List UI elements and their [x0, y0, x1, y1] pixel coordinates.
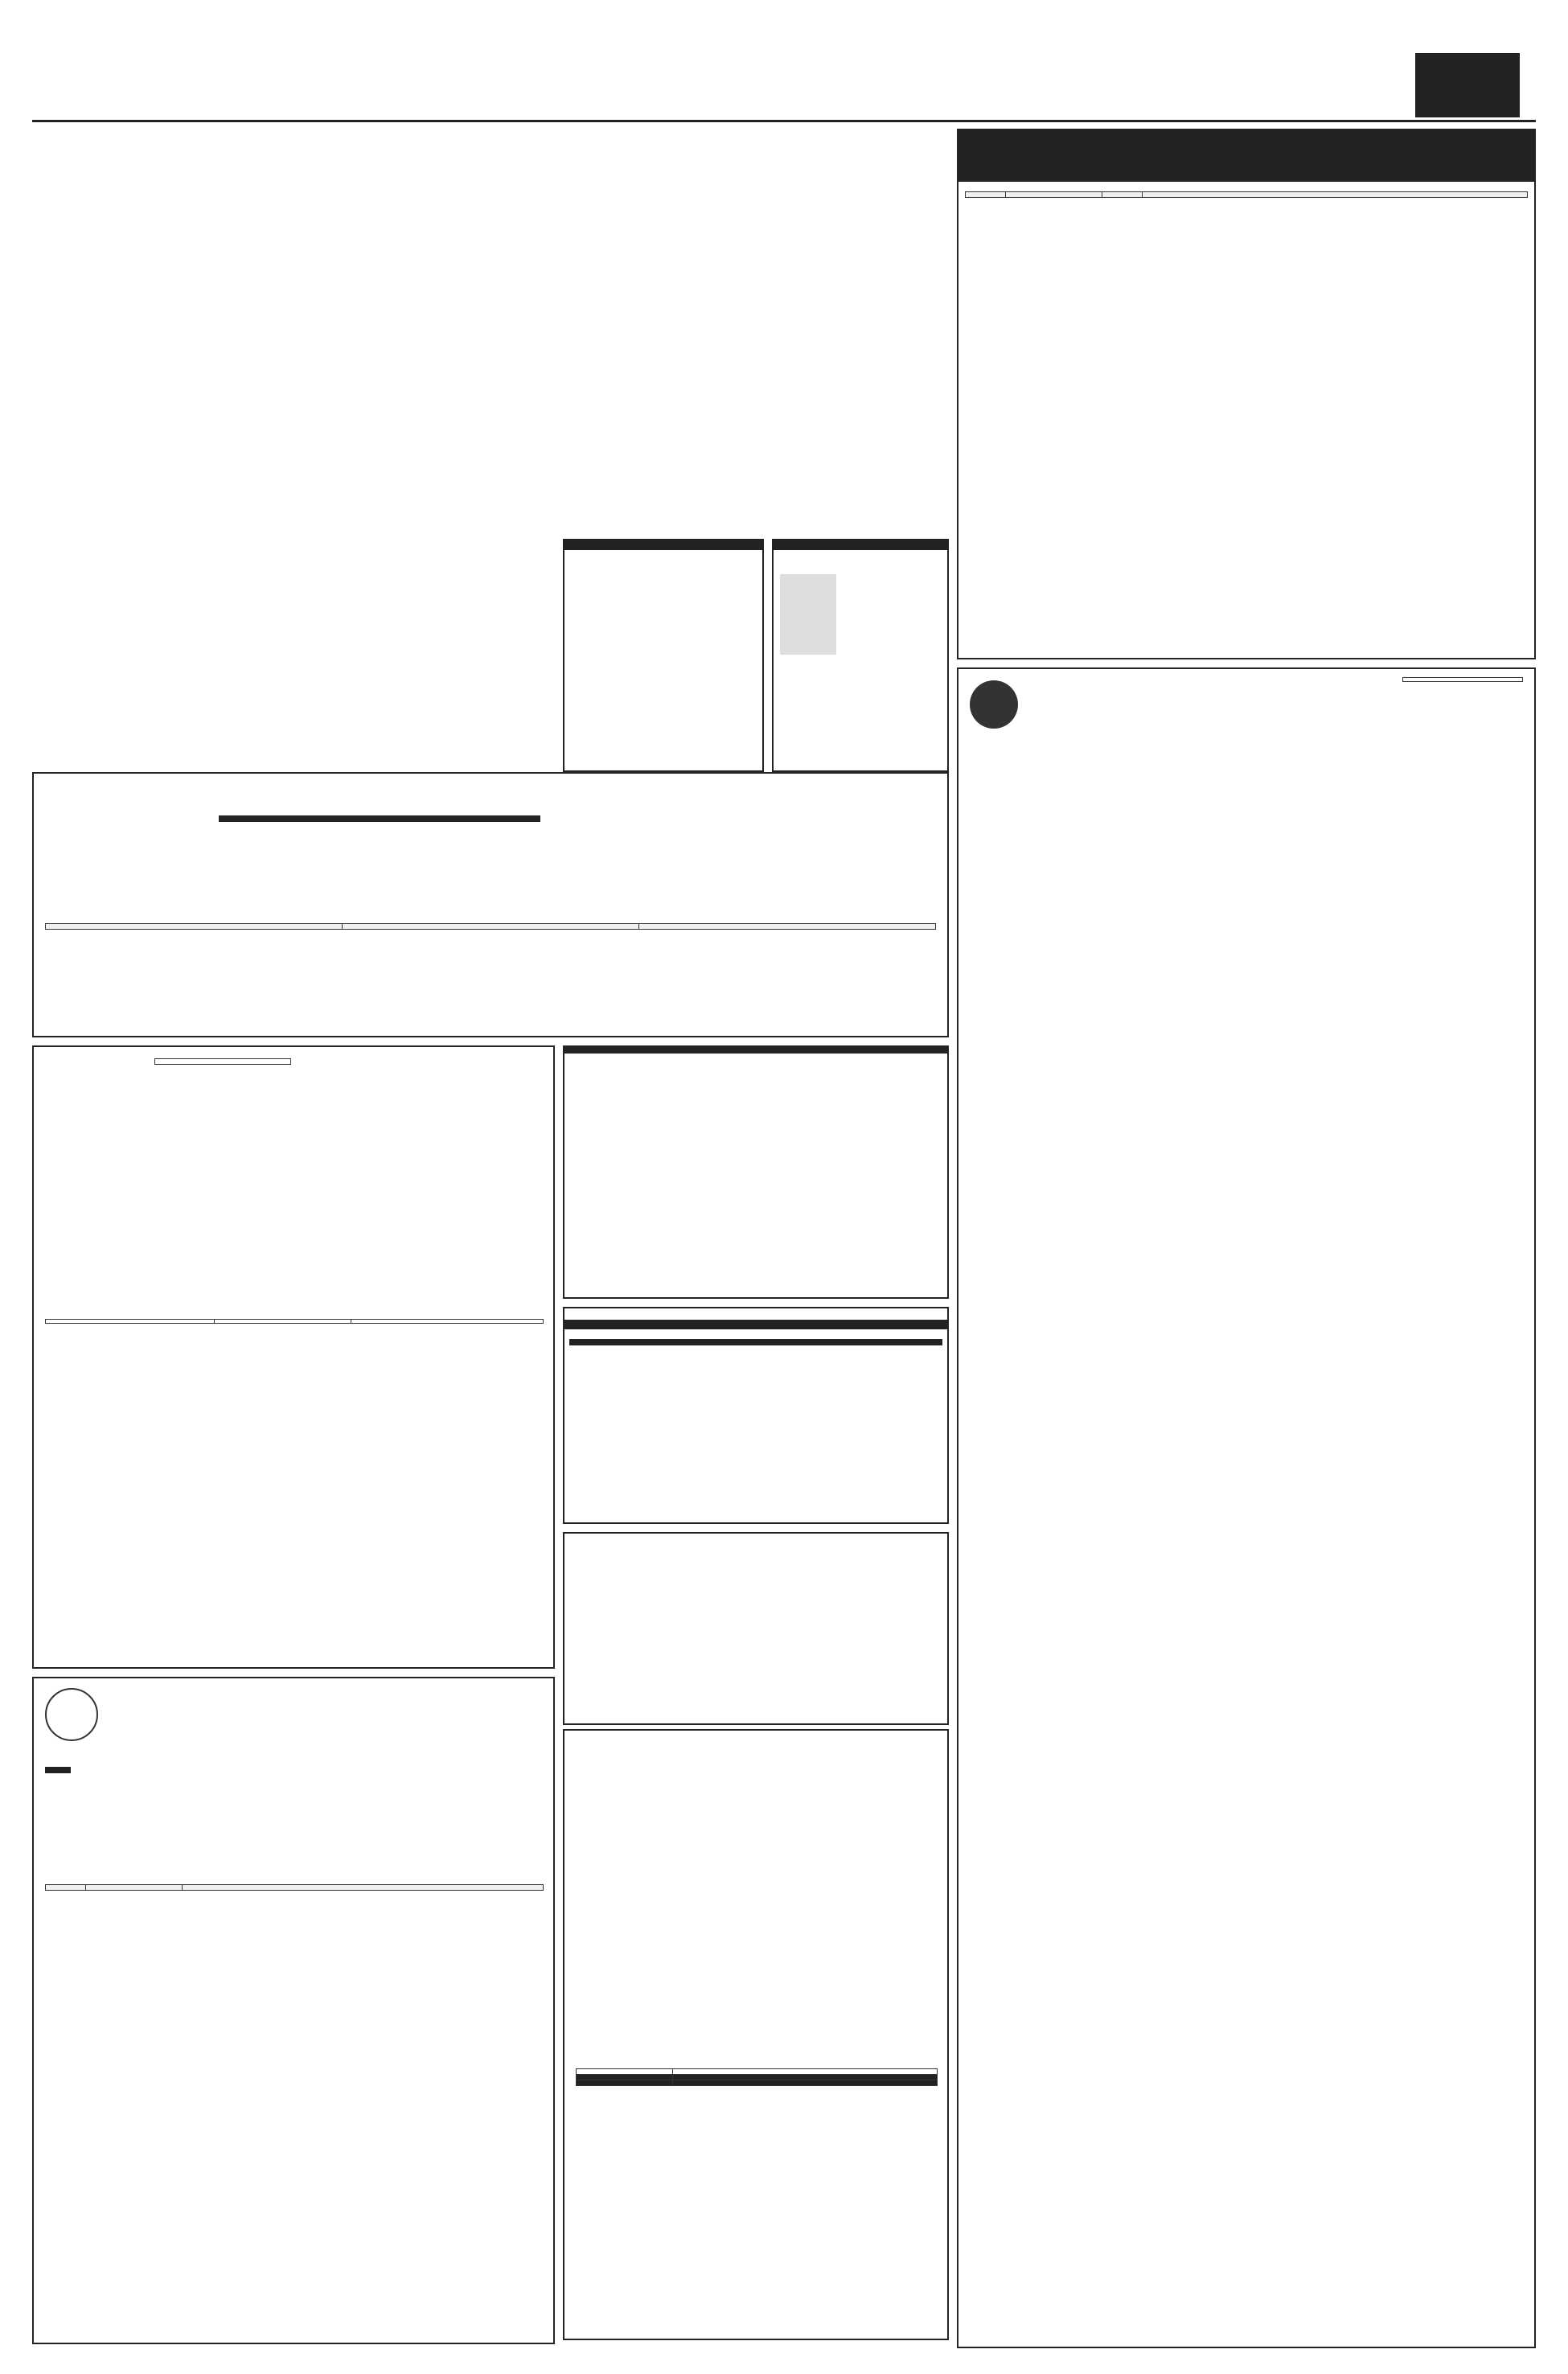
purchase-slogan: [154, 1058, 291, 1065]
bb-tender-table: [45, 1884, 544, 1891]
bpdb-logo: [970, 680, 1018, 729]
arbab-subtitle: [958, 182, 1534, 191]
olympic-venue-label: [577, 2069, 673, 2075]
dengue-column-2: [261, 167, 478, 762]
dairy-title: [219, 815, 540, 822]
olympic-venue: [673, 2069, 938, 2075]
care-body: [564, 1540, 947, 1543]
bb-title: [45, 1767, 71, 1773]
bpdb-invitation-tender: [957, 667, 1536, 2348]
dairy-positions-table: [45, 923, 936, 930]
arbab-title: [958, 130, 1534, 182]
missing-title: [774, 540, 947, 550]
care-name: [564, 1534, 947, 1537]
bpdb-purchase-notice: [32, 1045, 555, 1669]
page-number: [1415, 53, 1520, 117]
olympic-industries-ad: [563, 1729, 949, 2340]
warning-body: [564, 550, 762, 560]
arbab-main-ad: [957, 129, 1536, 659]
bb-emblem: [45, 1688, 98, 1741]
missing-person-photo: [780, 574, 836, 655]
olympic-date: [673, 2075, 938, 2080]
missing-body: [838, 550, 947, 711]
laksha-job-notice: [563, 1045, 949, 1299]
purchase-amend-table: [45, 1319, 544, 1324]
metropolitan-medical-ad: [563, 1307, 949, 1524]
metro-phone: [569, 1339, 942, 1345]
dengue-column-1: [32, 167, 249, 762]
arbab-positions-table: [965, 191, 1528, 198]
missing-person-notice: [772, 539, 949, 772]
bangladesh-bank-tender: [32, 1677, 555, 2344]
metro-body: [564, 1329, 947, 1339]
dengue-column-4: [720, 167, 945, 529]
olympic-time: [673, 2080, 938, 2086]
arbab-contact: [958, 198, 1534, 207]
warning-notice: [563, 539, 764, 772]
masthead: [32, 48, 1536, 122]
bpdb-slogan: [1402, 677, 1523, 682]
care-medical-ad: [563, 1532, 949, 1725]
olympic-schedule: [576, 2068, 938, 2086]
laksha-footer: [564, 1063, 947, 1073]
warning-title: [564, 540, 762, 550]
metro-name: [564, 1308, 947, 1315]
laksha-title: [564, 1047, 947, 1054]
metro-tagline: [564, 1320, 947, 1329]
laksha-body: [564, 1054, 947, 1063]
rangpur-dairy-ad: [32, 772, 949, 1037]
